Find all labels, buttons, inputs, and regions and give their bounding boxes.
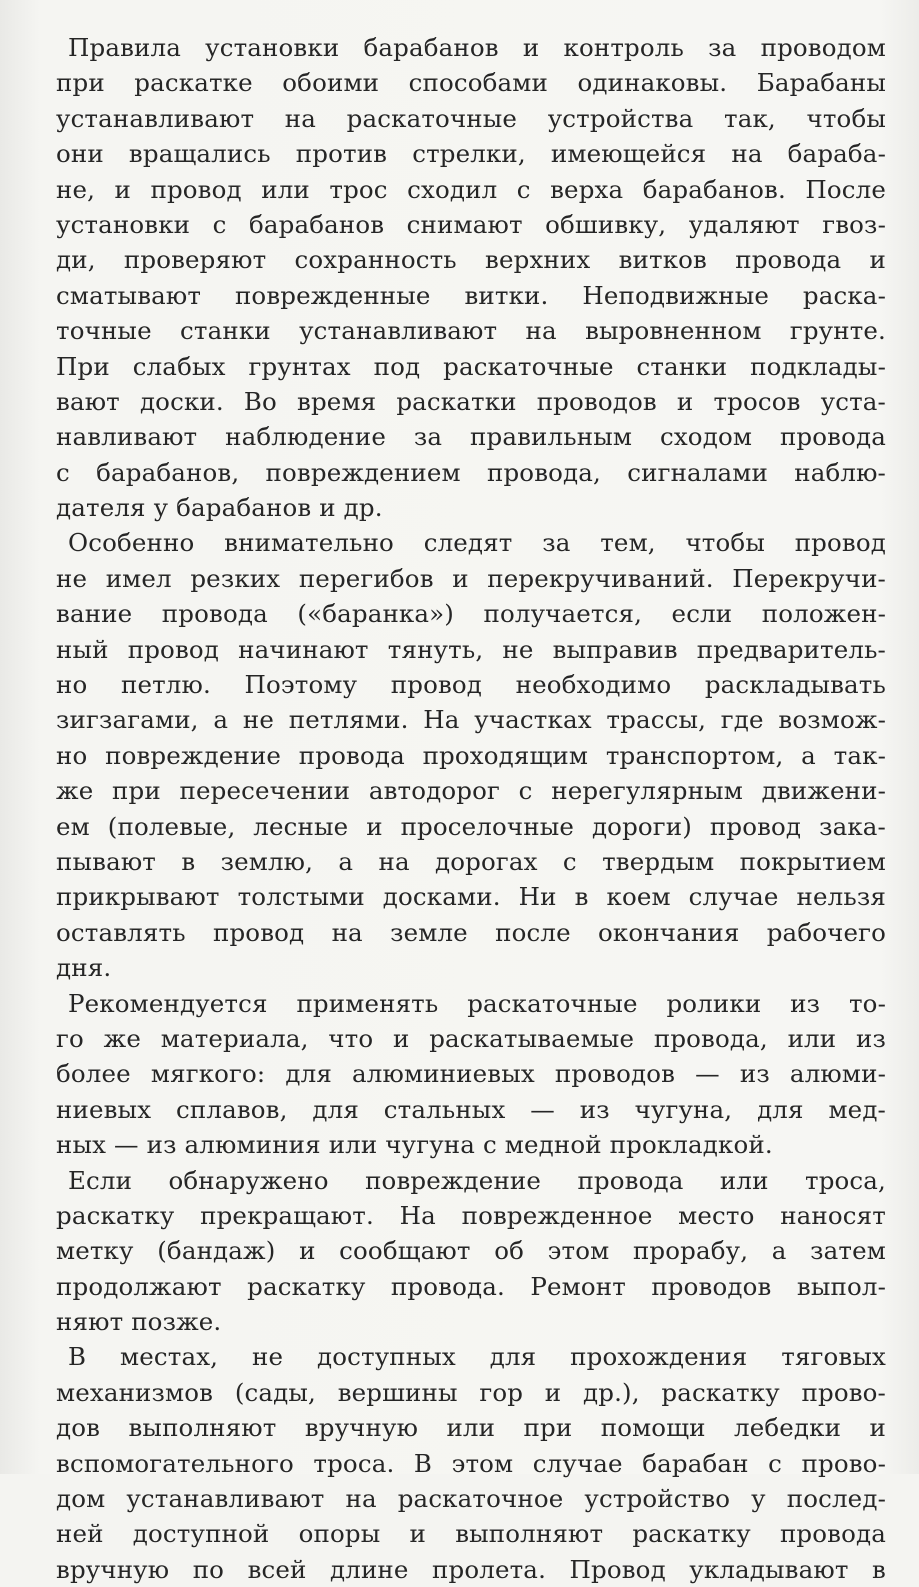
text-line: они вращались против стрелки, имеющейся на бараба- xyxy=(56,139,886,169)
text-line: ный провод начинают тянуть, не выправив предваритель- xyxy=(56,634,886,664)
text-line: няют позже. xyxy=(56,1307,222,1337)
text-line: установки с барабанов снимают обшивку, удаляют гвоз- xyxy=(56,209,886,239)
body-text xyxy=(56,30,886,1587)
text-line: вают доски. Во время раскатки проводов и тросов уста- xyxy=(56,386,886,416)
text-line: вание провода («баранка») получается, если положен- xyxy=(56,599,886,629)
text-line: вручную по всей длине пролета. Провод укладывают в xyxy=(56,1554,886,1584)
text-line: дом устанавливают на раскаточное устройство у послед- xyxy=(56,1484,886,1514)
text-line: продолжают раскатку провода. Ремонт проводов выпол- xyxy=(56,1271,886,1301)
paragraph xyxy=(56,30,886,525)
text-line: прикрывают толстыми досками. Ни в коем случае нельзя xyxy=(56,882,886,912)
text-line: но петлю. Поэтому провод необходимо раскладывать xyxy=(56,670,886,700)
text-line: При слабых грунтах под раскаточные станки подклады- xyxy=(56,351,886,381)
text-line: ней доступной опоры и выполняют раскатку провода xyxy=(56,1519,886,1549)
paragraph xyxy=(56,1339,886,1587)
text-line: точные станки устанавливают на выровненном грунте. xyxy=(56,316,886,346)
text-line: дов выполняют вручную или при помощи лебедки и xyxy=(56,1413,886,1443)
text-line: Если обнаружено повреждение провода или троса, xyxy=(68,1165,886,1195)
text-line: оставлять провод на земле после окончания рабочего xyxy=(56,917,886,947)
text-line: дня. xyxy=(56,953,112,983)
text-line: вспомогательного троса. В этом случае барабан с прово- xyxy=(56,1448,886,1478)
text-line: ди, проверяют сохранность верхних витков провода и xyxy=(56,245,886,275)
text-line: навливают наблюдение за правильным сходом провода xyxy=(56,422,886,452)
text-line: не имел резких перегибов и перекручиваний. Перекручи- xyxy=(56,563,886,593)
text-line: го же материала, что и раскатываемые провода, или из xyxy=(56,1023,886,1053)
text-line: более мягкого: для алюминиевых проводов — из алюми- xyxy=(56,1059,886,1089)
text-line: не, и провод или трос сходил с верха барабанов. После xyxy=(56,174,886,204)
paragraph xyxy=(56,525,886,985)
text-line: Особенно внимательно следят за тем, чтобы провод xyxy=(68,528,886,558)
text-line: дателя у барабанов и др. xyxy=(56,493,383,523)
text-line: метку (бандаж) и сообщают об этом прорабу, а затем xyxy=(56,1236,886,1266)
text-line: В местах, не доступных для прохождения тяговых xyxy=(68,1342,886,1372)
paragraph xyxy=(56,986,886,1163)
text-line: зигзагами, а не петлями. На участках трассы, где возмож- xyxy=(56,705,886,735)
text-line: ных — из алюминия или чугуна с медной прокладкой. xyxy=(56,1130,773,1160)
text-line: раскатку прекращают. На поврежденное место наносят xyxy=(56,1200,886,1230)
text-line: Правила установки барабанов и контроль за проводом xyxy=(68,33,886,62)
text-line: ем (полевые, лесные и проселочные дороги) провод зака- xyxy=(56,811,886,841)
text-line: же при пересечении автодорог с нерегулярным движени- xyxy=(56,776,886,806)
paragraph xyxy=(56,1163,886,1340)
text-line: сматывают поврежденные витки. Неподвижные раска- xyxy=(56,280,886,310)
text-line: пывают в землю, а на дорогах с твердым покрытием xyxy=(56,846,886,876)
text-line: при раскатке обоими способами одинаковы. Барабаны xyxy=(56,68,886,98)
text-line: но повреждение провода проходящим транспортом, а так- xyxy=(56,740,886,770)
text-line: Рекомендуется применять раскаточные ролики из то- xyxy=(68,988,886,1018)
text-line: ниевых сплавов, для стальных — из чугуна, для мед- xyxy=(56,1094,886,1124)
text-line: с барабанов, повреждением провода, сигналами наблю- xyxy=(56,457,886,487)
text-line: механизмов (сады, вершины гор и др.), раскатку прово- xyxy=(56,1377,886,1407)
text-line: устанавливают на раскаточные устройства так, чтобы xyxy=(56,103,886,133)
